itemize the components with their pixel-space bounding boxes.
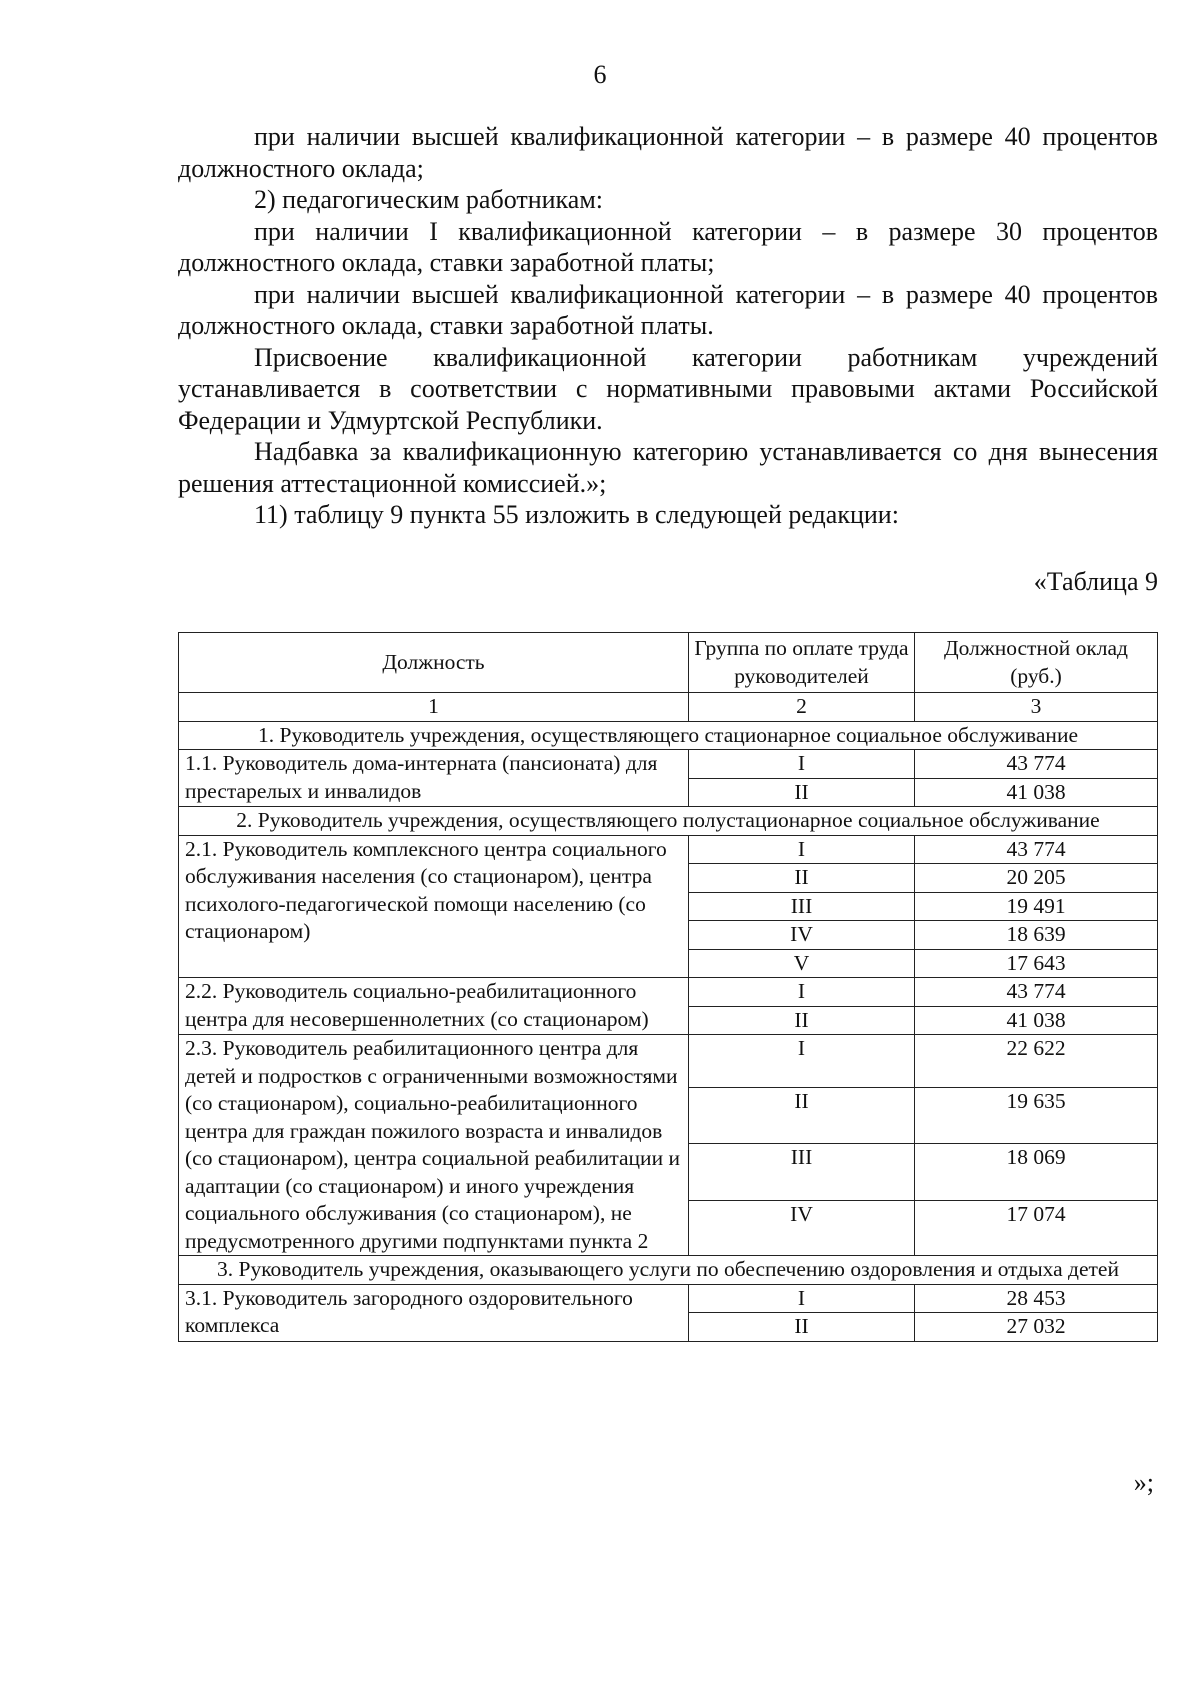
salary-value: 27 032 [915,1313,1158,1342]
salary-value: 22 622 [915,1035,1158,1088]
section-row [179,1256,1158,1285]
salary-value: 19 491 [915,892,1158,921]
closing-quote: »; [1133,1468,1154,1497]
column-number-row [179,693,1158,722]
paragraph: при наличии высшей квалификационной категории – в размере 40 процентов должностного оклада; [178,122,1158,183]
salary-value: 43 774 [915,750,1158,779]
pay-group: I [689,1035,915,1088]
paragraph: Присвоение квалификационной категории работникам учреждений устанавливается в соответствии с нормативными правовыми актами Российской Федерации и Удмуртской Республики. [178,342,1158,435]
paragraph: при наличии высшей квалификационной категории – в размере 40 процентов должностного оклада, ставки заработной платы. [178,279,1158,340]
position-name: 2.1. Руководитель комплексного центра социального обслуживания населения (со стационаром), центра психолого-педагогической помощи населению (со стационаром) [179,835,689,978]
pay-group: IV [689,1201,915,1256]
salary-value: 18 069 [915,1144,1158,1201]
table-header-row [179,633,1158,693]
section-title: 1. Руководитель учреждения, осуществляющего стационарное социальное обслуживание [179,721,1158,750]
pay-group: II [689,778,915,807]
pay-group: I [689,750,915,779]
table-row [179,835,1158,864]
pay-group: I [689,835,915,864]
table-caption: «Таблица 9 [1033,567,1158,596]
table-row [179,1284,1158,1313]
salary-value: 18 639 [915,921,1158,950]
pay-group: IV [689,921,915,950]
pay-group: I [689,978,915,1007]
section-title: 2. Руководитель учреждения, осуществляющего полустационарное социальное обслуживание [179,807,1158,836]
header-group: Группа по оплате труда руководителей [689,633,915,693]
salary-value: 41 038 [915,1006,1158,1035]
salary-value: 17 074 [915,1201,1158,1256]
header-position: Должность [179,633,689,693]
position-name: 2.2. Руководитель социально-реабилитационного центра для несовершеннолетних (со стационаром) [179,978,689,1035]
header-salary: Должностной оклад (руб.) [915,633,1158,693]
pay-group: II [689,1313,915,1342]
paragraph: 11) таблицу 9 пункта 55 изложить в следующей редакции: [254,500,899,529]
section-row [179,721,1158,750]
pay-group: II [689,864,915,893]
salary-value: 43 774 [915,835,1158,864]
position-name: 3.1. Руководитель загородного оздоровительного комплекса [179,1284,689,1341]
salary-value: 43 774 [915,978,1158,1007]
table-row [179,978,1158,1007]
section-row [179,807,1158,836]
paragraph: при наличии I квалификационной категории – в размере 30 процентов должностного оклада, ставки заработной платы; [178,216,1158,277]
salary-value: 19 635 [915,1088,1158,1144]
table-row [179,750,1158,779]
paragraph: Надбавка за квалификационную категорию устанавливается со дня вынесения решения аттестационной комиссией.»; [178,437,1158,498]
salary-table [178,632,1158,1342]
pay-group: II [689,1006,915,1035]
pay-group: I [689,1284,915,1313]
paragraph: 2) педагогическим работникам: [254,185,604,214]
pay-group: V [689,949,915,978]
page-number: 6 [593,60,607,89]
pay-group: II [689,1088,915,1144]
position-name: 2.3. Руководитель реабилитационного центра для детей и подростков с ограниченными возможностями (со стационаром), социально-реабилитационного центра для граждан пожилого возраста и инвалидов (со стационаром), центра социальной реабилитации и адаптации (со стационаром) и иного учреждения социального обслуживания (со стационаром), не предусмотренного другими подпунктами пункта 2 [179,1035,689,1256]
column-number: 1 [179,693,689,722]
column-number: 2 [689,693,915,722]
section-title: 3. Руководитель учреждения, оказывающего услуги по обеспечению оздоровления и отдыха детей [179,1256,1158,1285]
column-number: 3 [915,693,1158,722]
table-row [179,1035,1158,1088]
position-name: 1.1. Руководитель дома-интерната (пансионата) для престарелых и инвалидов [179,750,689,807]
salary-value: 41 038 [915,778,1158,807]
pay-group: III [689,1144,915,1201]
pay-group: III [689,892,915,921]
salary-value: 17 643 [915,949,1158,978]
body-text [178,121,1158,531]
salary-value: 28 453 [915,1284,1158,1313]
salary-value: 20 205 [915,864,1158,893]
